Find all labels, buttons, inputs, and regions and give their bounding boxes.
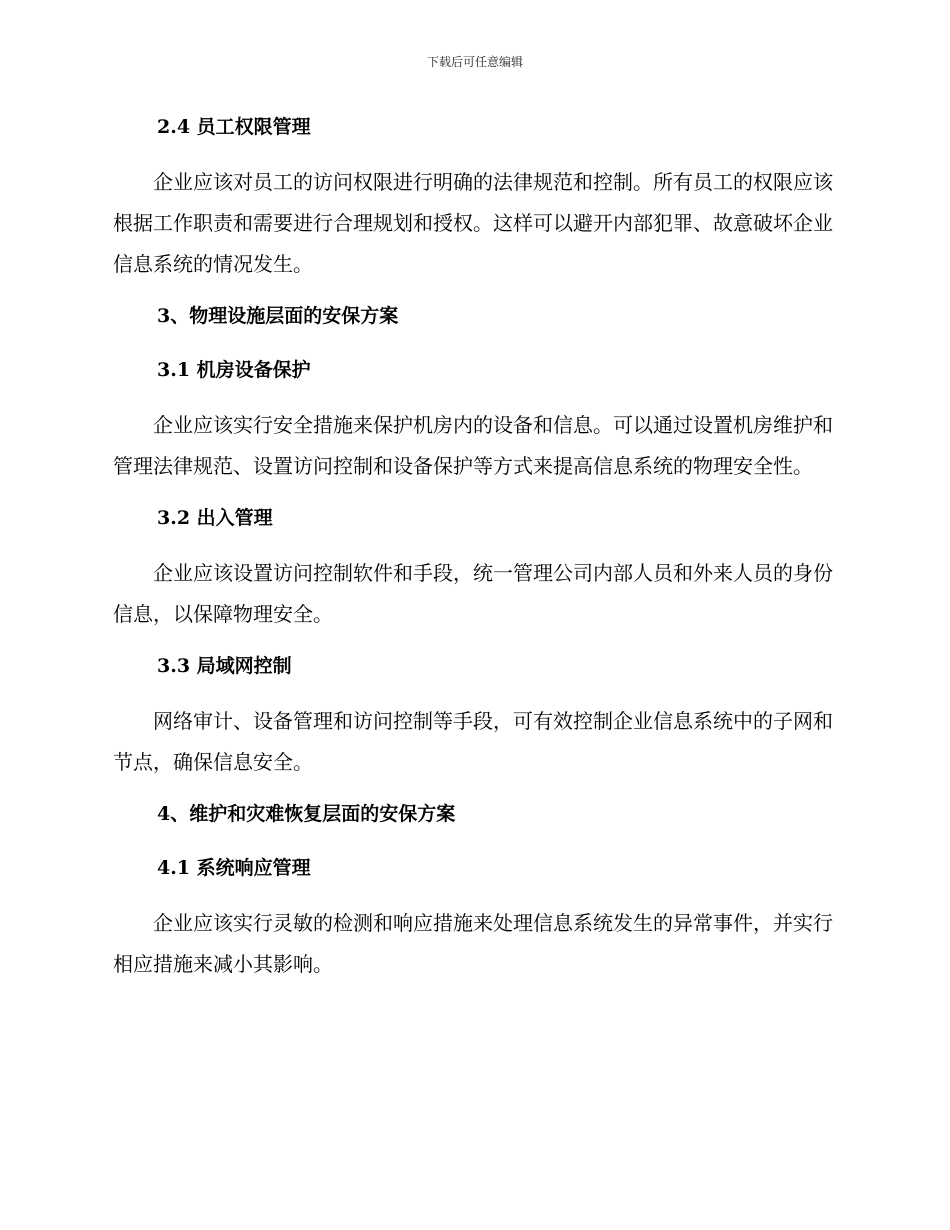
paragraph-access-management: 企业应该设置访问控制软件和手段，统一管理公司内部人员和外来人员的身份信息，以保障物理安全。 — [113, 561, 833, 626]
section-heading-3-1: 3.1 机房设备保护 — [157, 359, 311, 381]
document-body — [113, 108, 833, 997]
section-heading-2-4: 2.4 员工权限管理 — [157, 116, 311, 138]
section-heading-3-2: 3.2 出入管理 — [157, 507, 273, 529]
section-heading-4: 4、维护和灾难恢复层面的安保方案 — [157, 803, 456, 825]
section-heading-3: 3、物理设施层面的安保方案 — [157, 305, 399, 327]
paragraph-employee-permissions: 企业应该对员工的访问权限进行明确的法律规范和控制。所有员工的权限应该根据工作职责和需要进行合理规划和授权。这样可以避开内部犯罪、故意破坏企业信息系统的情况发生。 — [113, 170, 833, 276]
section-heading-3-3: 3.3 局域网控制 — [157, 655, 292, 677]
paragraph-lan-control: 网络审计、设备管理和访问控制等手段，可有效控制企业信息系统中的子网和节点，确保信息安全。 — [113, 709, 833, 774]
paragraph-response-management: 企业应该实行灵敏的检测和响应措施来处理信息系统发生的异常事件，并实行相应措施来减小其影响。 — [113, 911, 833, 976]
section-heading-4-1: 4.1 系统响应管理 — [157, 857, 311, 879]
page-header-note: 下载后可任意编辑 — [426, 55, 523, 69]
paragraph-server-room: 企业应该实行安全措施来保护机房内的设备和信息。可以通过设置机房维护和管理法律规范、设置访问控制和设备保护等方式来提高信息系统的物理安全性。 — [113, 413, 833, 478]
